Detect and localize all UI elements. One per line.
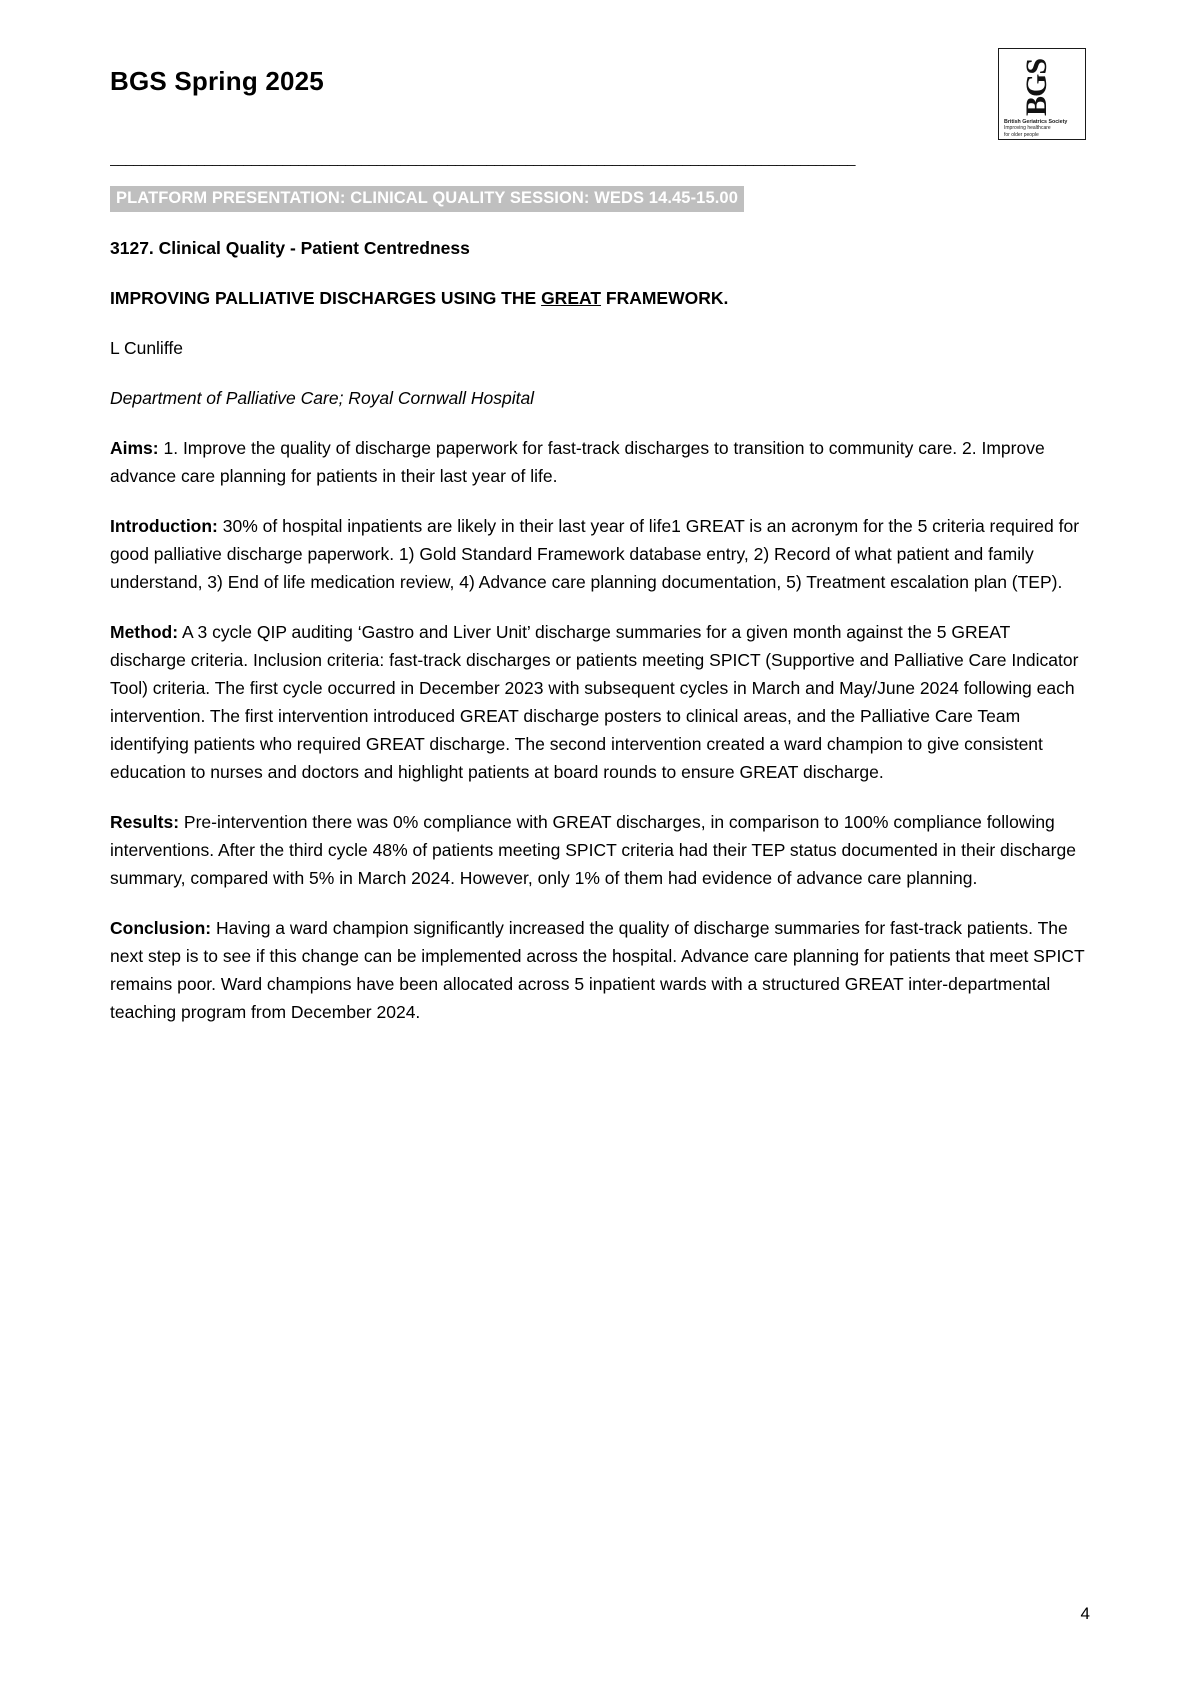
abstract-title-keyword: GREAT [541,288,602,308]
page-title: BGS Spring 2025 [110,66,324,96]
section-introduction-text: 30% of hospital inpatients are likely in their last year of life1 GREAT is an acronym for the 5 criteria required for good palliative discharge paperwork. 1) Gold Standard Framework database entry, 2) Record of what patient and family understand, 3) End of life medication review, 4) Advance care planning documentation, 5) Treatment escalation plan (TEP). [110,516,1080,592]
abstract-title [110,284,1090,312]
page-number: 4 [1080,1604,1090,1623]
abstract-authors: L Cunliffe [110,338,183,358]
section-method-label: Method: [110,622,179,642]
logo-letters: BGS [1020,58,1053,116]
logo-subtext-line2: Improving healthcare [1004,125,1051,131]
bgs-logo [998,48,1090,144]
logo-subtext-line1: British Geriatrics Society [1004,118,1068,125]
abstract-title-pre: IMPROVING PALLIATIVE DISCHARGES USING THE [110,288,542,308]
abstract-number: 3127. Clinical Quality - Patient Centredness [110,238,470,258]
section-conclusion-text: Having a ward champion significantly increased the quality of discharge summaries for fast-track patients. The next step is to see if this change can be implemented across the hospital. Advance care planning for patients that meet SPICT remains poor. Ward champions have been allocated across 5 inpatient wards with a structured GREAT inter-departmental teaching program from December 2024. [110,918,1085,1022]
section-aims-text: 1. Improve the quality of discharge paperwork for fast-track discharges to transition to community care. 2. Improve advance care planning for patients in their last year of life. [110,438,1045,486]
section-introduction [110,512,1090,596]
section-aims-label: Aims: [110,438,159,458]
section-results-text: Pre-intervention there was 0% compliance with GREAT discharges, in comparison to 100% compliance following interventions. After the third cycle 48% of patients meeting SPICT criteria had their TEP status documented in their discharge summary, compared with 5% in March 2024. However, only 1% of them had evidence of advance care planning. [110,812,1076,888]
session-banner: PLATFORM PRESENTATION: CLINICAL QUALITY SESSION: WEDS 14.45-15.00 [110,186,744,212]
header-divider: _______________________________________________________________________________________________ [110,150,856,167]
abstract-affiliation: Department of Palliative Care; Royal Cornwall Hospital [110,388,535,408]
logo-subtext [1004,119,1084,139]
section-results-label: Results: [110,812,180,832]
abstract-title-post: FRAMEWORK. [601,288,729,308]
section-conclusion [110,914,1090,1026]
logo-subtext-line3: for older people [1004,131,1039,138]
section-results [110,808,1090,892]
section-method [110,618,1090,786]
section-conclusion-label: Conclusion: [110,918,212,938]
section-introduction-label: Introduction: [110,516,218,536]
page-header [110,48,1090,144]
section-method-text: A 3 cycle QIP auditing ‘Gastro and Liver Unit’ discharge summaries for a given month against the 5 GREAT discharge criteria. Inclusion criteria: fast-track discharges or patients meeting SPICT (Supportive and Palliative Care Indicator Tool) criteria. The first cycle occurred in December 2023 with subsequent cycles in March and May/June 2024 following each intervention. The first intervention introduced GREAT discharge posters to clinical areas, and the Palliative Care Team identifying patients who required GREAT discharge. The second intervention created a ward champion to give consistent education to nurses and doctors and highlight patients at board rounds to ensure GREAT discharge. [110,622,1079,782]
section-aims [110,434,1090,490]
